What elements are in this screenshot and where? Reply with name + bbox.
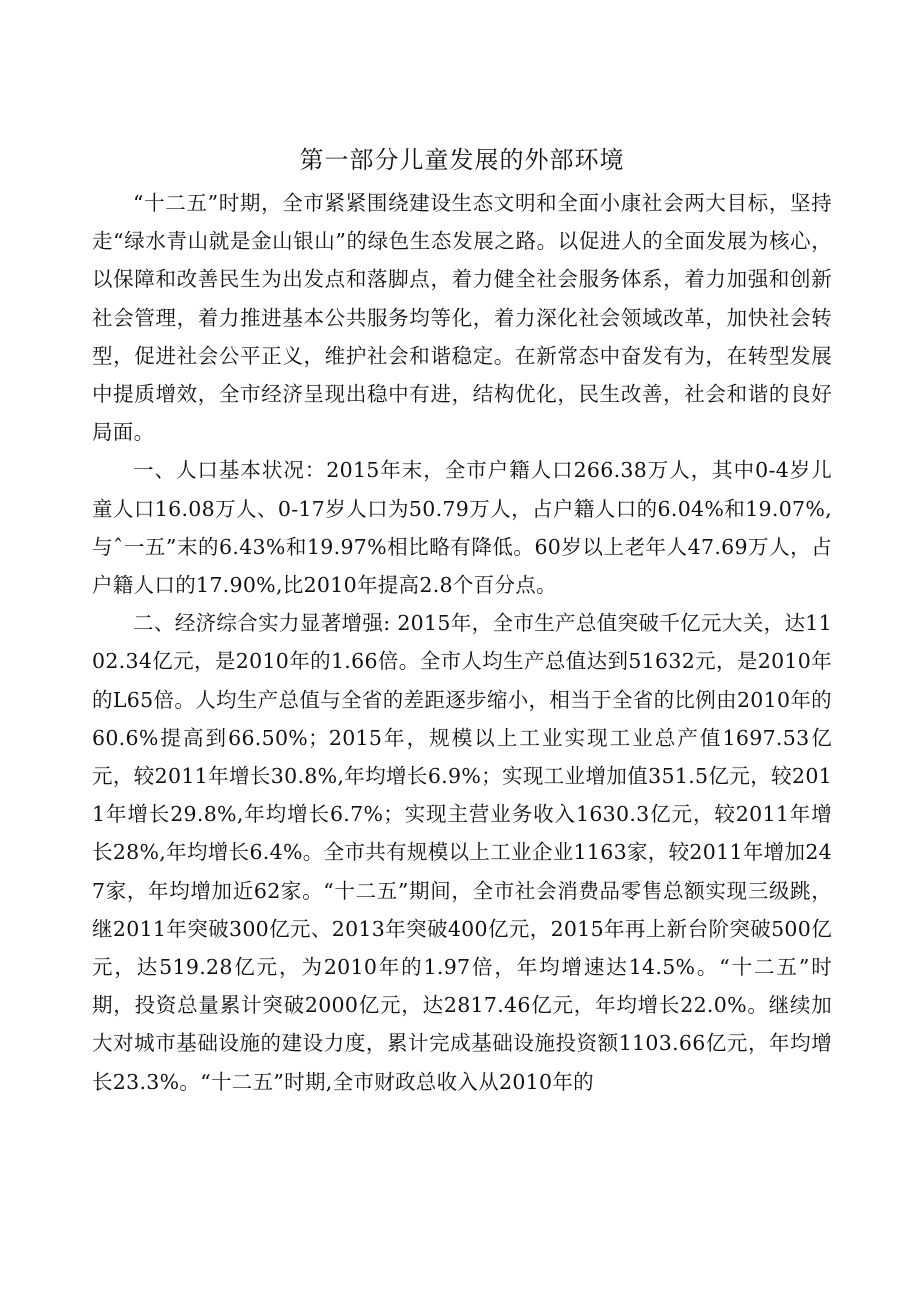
document-title: 第一部分儿童发展的外部环境 [299,146,625,174]
paragraph-overview: “十二五”时期，全市紧紧围绕建设生态文明和全面小康社会两大目标，坚持走“绿水青山就是金山银山”的绿色生态发展之路。以促进人的全面发展为核心，以保障和改善民生为出发点和落脚点，着力健全社会服务体系，着力加强和创新社会管理，着力推进基本公共服务均等化，着力深化社会领域改革，加快社会转型，促进社会公平正义，维护社会和谐稳定。在新常态中奋发有为，在转型发展中提质增效，全市经济呈现出稳中有进，结构优化，民生改善，社会和谐的良好局面。 [92,191,832,445]
document-page [92,140,832,1101]
paragraph-economy: 二、经济综合实力显著增强: 2015年，全市生产总值突破千亿元大关，达1102.34亿元，是2010年的1.66倍。全市人均生产总值达到51632元，是2010年的L65倍。人均生产总值与全省的差距逐步缩小，相当于全省的比例由2010年的60.6%提高到66.50%；2015年，规模以上工业实现工业总产值1697.53亿元，较2011年增长30.8%,年均增长6.9%；实现工业增加值351.5亿元，较2011年增长29.8%,年均增长6.7%；实现主营业务收入1630.3亿元，较2011年增长28%,年均增长6.4%。全市共有规模以上工业企业1163家，较2011年增加247家，年均增加近62家。“十二五”期间，全市社会消费品零售总额实现三级跳，继2011年突破300亿元、2013年突破400亿元，2015年再上新台阶突破500亿元，达519.28亿元，为2010年的1.97倍，年均增速达14.5%。“十二五”时期，投资总量累计突破2000亿元，达2817.46亿元，年均增长22.0%。继续加大对城市基础设施的建设力度，累计完成基础设施投资额1103.66亿元，年均增长23.3%。“十二五”时期,全市财政总收入从2010年的 [92,611,832,1094]
paragraph-population: 一、人口基本状况：2015年末，全市户籍人口266.38万人，其中0-4岁儿童人口16.08万人、0-17岁人口为50.79万人，占户籍人口的6.04%和19.07%,与ˆ一五”末的6.43%和19.97%相比略有降低。60岁以上老年人47.69万人，占户籍人口的17.90%,比2010年提高2.8个百分点。 [92,458,832,598]
